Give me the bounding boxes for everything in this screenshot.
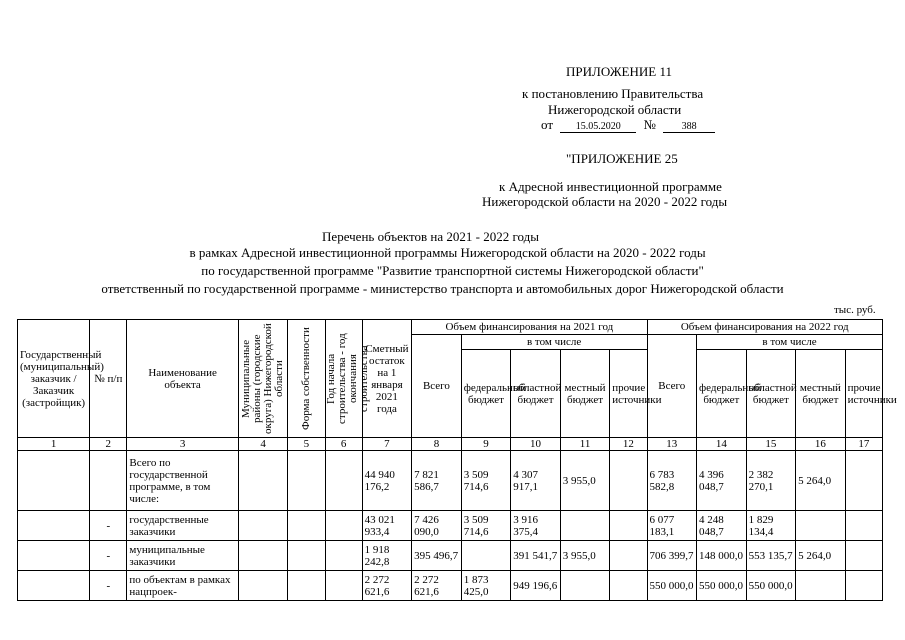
col-number: 5 [288,438,325,451]
cell-no: - [90,511,127,541]
cell-2021-loc [560,511,610,541]
cell-2021-reg: 4 307 917,1 [511,451,561,511]
cell-municipal [238,451,288,511]
cell-object-name: государственные заказчики [127,511,238,541]
cell-2022-reg: 2 382 270,1 [746,451,796,511]
cell-2021-fed: 3 509 714,6 [461,511,511,541]
cell-2022-fed: 148 000,0 [697,541,747,571]
cell-2021-fed [461,541,511,571]
cell-2022-fed: 550 000,0 [697,571,747,601]
cell-2021-total: 395 496,7 [412,541,462,571]
cell-2022-other [845,511,882,541]
cell-customer [18,571,90,601]
col-number: 11 [560,438,610,451]
cell-2022-total: 550 000,0 [647,571,697,601]
col-number: 3 [127,438,238,451]
header-estimate: Сметный остаток на 1 января 2021 года [362,320,412,438]
title-line-1: Перечень объектов на 2021 - 2022 годы [322,229,539,244]
cell-estimate: 43 021 933,4 [362,511,412,541]
header-2022-loc: местный бюджет [796,350,846,438]
cell-2022-reg: 1 829 134,4 [746,511,796,541]
appendix-number: ПРИЛОЖЕНИЕ 11 [566,64,672,79]
cell-years [325,571,362,601]
program-line-1: к Адресной инвестиционной программе [499,179,722,194]
cell-2021-fed: 3 509 714,6 [461,451,511,511]
header-no: № п/п [90,320,127,438]
cell-object-name: муниципальные заказчики [127,541,238,571]
cell-2022-total: 706 399,7 [647,541,697,571]
cell-2022-reg: 553 135,7 [746,541,796,571]
cell-2022-total: 6 077 183,1 [647,511,697,541]
header-2022-incl: в том числе [697,335,883,350]
col-number: 16 [796,438,846,451]
cell-2022-loc: 5 264,0 [796,451,846,511]
cell-form [288,541,325,571]
cell-customer [18,451,90,511]
cell-2021-total: 7 821 586,7 [412,451,462,511]
header-2022-fed: федеральный бюджет [697,350,747,438]
col-number: 1 [18,438,90,451]
column-numbers-row [18,438,883,451]
cell-form [288,511,325,541]
cell-2021-loc: 3 955,0 [560,451,610,511]
cell-2021-fed: 1 873 425,0 [461,571,511,601]
cell-years [325,511,362,541]
unit-label: тыс. руб. [834,304,876,316]
header-2021-fed: федеральный бюджет [461,350,511,438]
cell-2021-loc: 3 955,0 [560,541,610,571]
col-number: 9 [461,438,511,451]
cell-2021-total: 7 426 090,0 [412,511,462,541]
cell-2021-reg: 391 541,7 [511,541,561,571]
header-2021-other: прочие источники [610,350,647,438]
cell-2022-reg: 550 000,0 [746,571,796,601]
region-line: Нижегородской области [548,102,682,117]
cell-2021-total: 2 272 621,6 [412,571,462,601]
header-2021-total: Всего [412,335,462,438]
resolution-number: 388 [663,121,715,133]
header-2021-loc: местный бюджет [560,350,610,438]
resolution-date-line [541,117,715,133]
col-number: 2 [90,438,127,451]
cell-form [288,451,325,511]
table-row [18,571,883,601]
header-construction-years: Год начала строительства - год окончания строительства [324,333,370,424]
cell-2022-other [845,571,882,601]
cell-2021-other [610,511,647,541]
header-ownership-form: Форма собственности [299,327,312,430]
cell-2022-loc [796,571,846,601]
program-line-2: Нижегородской области на 2020 - 2022 годы [482,194,728,209]
col-number: 10 [511,438,561,451]
header-2022-total: Всего [647,335,697,438]
cell-2022-fed: 4 248 048,7 [697,511,747,541]
header-2021-incl: в том числе [461,335,647,350]
col-number: 7 [362,438,412,451]
cell-2022-loc: 5 264,0 [796,541,846,571]
cell-customer [18,511,90,541]
title-line-4: ответственный по государственной программе - министерство транспорта и автомобильных дорог Нижегородской области [101,281,784,296]
header-object-name: Наименование объекта [127,320,238,438]
header-customer: Государственный (муниципальный) заказчик / Заказчик (застройщик) [18,320,90,438]
table-row [18,511,883,541]
cell-2022-loc [796,511,846,541]
cell-2022-other [845,541,882,571]
col-number: 15 [746,438,796,451]
col-number: 12 [610,438,647,451]
table-row [18,541,883,571]
cell-2021-other [610,451,647,511]
table-row [18,451,883,511]
cell-municipal [238,541,288,571]
cell-2022-other [845,451,882,511]
header-municipal: Муниципальные районы (городские округа) Нижегородской области [240,323,286,434]
col-number: 13 [647,438,697,451]
cell-estimate: 44 940 176,2 [362,451,412,511]
cell-no [90,451,127,511]
appendix25-label: "ПРИЛОЖЕНИЕ 25 [566,151,678,166]
header-2022-other: прочие источники [845,350,882,438]
header-2022-reg: областной бюджет [746,350,796,438]
col-number: 14 [697,438,747,451]
resolution-line: к постановлению Правительства [522,86,704,101]
cell-years [325,541,362,571]
cell-object-name: Всего по государственной программе, в том числе: [127,451,238,511]
title-line-3: по государственной программе "Развитие транспортной системы Нижегородской области" [201,263,704,278]
cell-object-name: по объектам в рамках нацпроек- [127,571,238,601]
cell-2021-loc [560,571,610,601]
resolution-date: 15.05.2020 [560,121,636,133]
header-2021-reg: областной бюджет [511,350,561,438]
cell-no: - [90,541,127,571]
cell-no: - [90,571,127,601]
col-number: 17 [845,438,882,451]
cell-2021-other [610,541,647,571]
from-label: от [541,117,554,132]
objects-table [17,319,897,601]
number-label: № [643,117,656,132]
cell-municipal [238,511,288,541]
cell-municipal [238,571,288,601]
cell-years [325,451,362,511]
header-2021: Объем финансирования на 2021 год [412,320,647,335]
title-line-2: в рамках Адресной инвестиционной программы Нижегородской области на 2020 - 2022 годы [189,245,706,260]
header-2022: Объем финансирования на 2022 год [647,320,882,335]
cell-2021-reg: 949 196,6 [511,571,561,601]
cell-2022-total: 6 783 582,8 [647,451,697,511]
cell-2022-fed: 4 396 048,7 [697,451,747,511]
col-number: 8 [412,438,462,451]
cell-estimate: 2 272 621,6 [362,571,412,601]
cell-2021-other [610,571,647,601]
cell-estimate: 1 918 242,8 [362,541,412,571]
col-number: 4 [238,438,288,451]
cell-2021-reg: 3 916 375,4 [511,511,561,541]
cell-customer [18,541,90,571]
cell-form [288,571,325,601]
col-number: 6 [325,438,362,451]
